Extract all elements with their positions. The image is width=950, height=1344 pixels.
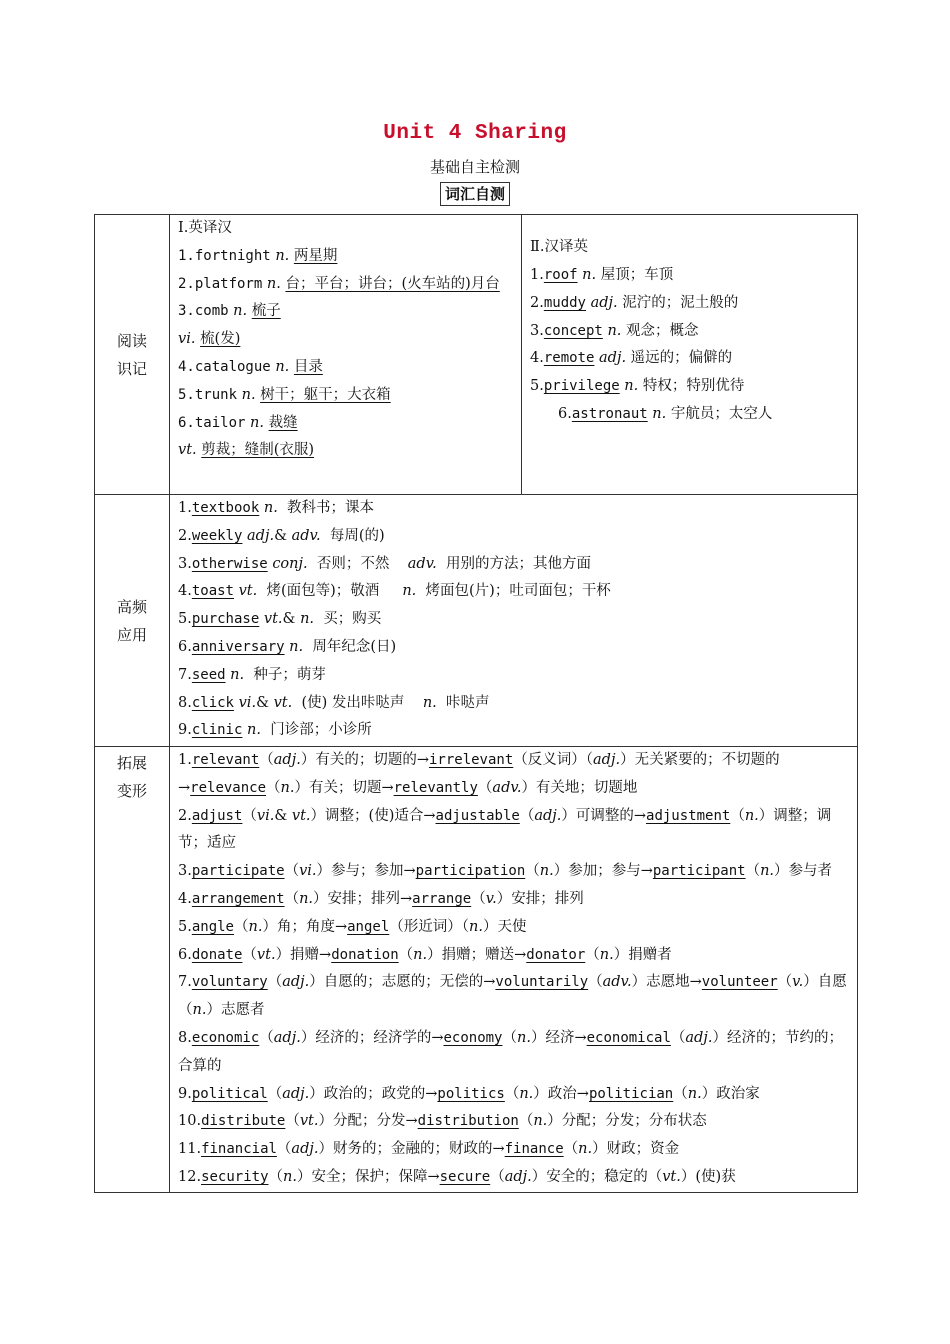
part-of-speech: n.: [192, 1002, 207, 1019]
text-run: （: [519, 807, 535, 824]
section-badge-wrap: [0, 182, 950, 206]
part-of-speech: n.: [413, 946, 428, 963]
answer-word: adjustable: [435, 807, 520, 824]
frequent-cell: [170, 495, 858, 747]
part-of-speech: adj.: [291, 1141, 319, 1158]
part-of-speech: vt.: [238, 583, 258, 600]
text-run: 否则；不然: [307, 555, 408, 572]
part-of-speech: adj.: [594, 350, 627, 367]
item-number: 8.: [178, 1029, 192, 1046]
meaning-text: 观念；概念: [621, 322, 699, 339]
vocab-word: 5.trunk: [178, 386, 238, 403]
meaning-text: 泥泞的；泥土般的: [617, 294, 739, 311]
cn-to-en-cell: [522, 215, 858, 495]
item-number: 10.: [178, 1113, 202, 1130]
answer-word: concept: [543, 322, 603, 339]
text-run: ）角；角度→: [262, 918, 348, 935]
cn-to-en-item: [530, 262, 849, 290]
answer-word: politics: [437, 1085, 505, 1102]
item-number: 1.: [178, 752, 192, 768]
item-number: 7.: [178, 974, 192, 991]
part-of-speech: vt.: [256, 946, 276, 963]
text-run: （: [490, 1168, 505, 1185]
text-run: （: [477, 779, 493, 796]
part-of-speech: n.: [247, 722, 261, 739]
item-number: 9.: [178, 722, 192, 739]
answer-word: toast: [191, 583, 234, 600]
part-of-speech: n.: [517, 1029, 531, 1046]
en-to-cn-item: [178, 437, 513, 465]
answer-word: distribution: [417, 1113, 519, 1130]
extension-item: [178, 1164, 847, 1192]
text-run: （: [518, 1113, 534, 1130]
text-run: &: [274, 807, 292, 824]
text-run: ）政治→: [533, 1085, 589, 1102]
part-of-speech: vi.: [299, 863, 317, 880]
text-run: （: [670, 1029, 686, 1046]
text-run: （: [242, 807, 257, 824]
item-number: 3.: [530, 322, 544, 339]
cn-to-en-item: [530, 345, 849, 373]
answer-word: textbook: [191, 500, 260, 516]
frequent-item: [178, 634, 849, 662]
answer-text: 目录: [293, 358, 323, 375]
category-reading: [95, 215, 170, 495]
answer-word: economy: [443, 1029, 503, 1046]
extension-item: [178, 942, 847, 970]
item-number: 5.: [178, 611, 192, 628]
item-number: 9.: [178, 1085, 192, 1102]
answer-word: weekly: [191, 527, 243, 544]
part-of-speech: adj.: [504, 1168, 532, 1185]
answer-word: volunteer: [701, 974, 778, 991]
part-of-speech: n.: [577, 267, 597, 283]
item-number: 5.: [530, 378, 544, 395]
text-run: ）财务的；金融的；财政的→: [318, 1141, 505, 1158]
extension-cell: [170, 747, 858, 1193]
page-title: Unit 4 Sharing: [383, 122, 567, 145]
text-run: 每周(的): [320, 527, 385, 544]
answer-word: participate: [191, 863, 285, 880]
text-run: ）有关的；切题的→: [300, 752, 429, 768]
item-number: 2.: [178, 807, 192, 824]
text-run: （: [267, 974, 283, 991]
en-to-cn-list: [178, 243, 513, 465]
part-of-speech: adj.: [685, 1029, 713, 1046]
part-of-speech: v.: [792, 974, 804, 991]
answer-word: politician: [588, 1085, 674, 1102]
answer-word: otherwise: [191, 555, 268, 572]
part-of-speech: adj.: [273, 752, 301, 768]
part-of-speech: adv.: [602, 974, 632, 991]
answer-text: 两星期: [293, 247, 338, 264]
extension-item: [178, 1136, 847, 1164]
answer-word: donate: [191, 946, 243, 963]
part-of-speech: n.: [539, 863, 554, 880]
text-run: （: [673, 1085, 688, 1102]
answer-word: arrangement: [191, 890, 285, 907]
part-of-speech: vt.: [263, 611, 283, 628]
text-run: &: [256, 694, 274, 711]
category-label-extension: 拓展 变形: [116, 754, 147, 800]
extension-item: [178, 969, 847, 1025]
text-run: （: [398, 946, 414, 963]
part-of-speech: vt.: [291, 807, 311, 824]
text-run: 门诊部；小诊所: [260, 722, 372, 739]
extension-item: [178, 858, 847, 886]
text-run: ）政治的；政党的→: [309, 1085, 438, 1102]
en-to-cn-header: Ⅰ.英译汉: [178, 220, 232, 236]
part-of-speech: adv.: [407, 555, 437, 572]
answer-word: purchase: [191, 611, 260, 628]
text-run: （: [588, 974, 603, 991]
answer-word: voluntary: [191, 974, 268, 991]
part-of-speech: n.: [270, 247, 290, 264]
frequent-item: [178, 551, 849, 579]
answer-word: relevance: [190, 779, 267, 796]
text-run: 周年纪念(日): [303, 638, 397, 655]
item-number: 6.: [178, 638, 192, 655]
answer-word: arrange: [412, 890, 472, 907]
part-of-speech: adj.: [282, 974, 310, 991]
en-to-cn-item: [178, 243, 513, 271]
text-run: （: [268, 1168, 283, 1185]
text-run: （形近词）（: [389, 918, 470, 935]
item-number: 1.: [178, 500, 192, 516]
text-run: （反义词）（: [513, 752, 594, 768]
text-run: ）自愿（: [178, 974, 847, 1019]
text-run: ）安排；排列: [496, 890, 584, 907]
cn-to-en-list: [530, 262, 849, 429]
part-of-speech: adj.: [593, 752, 621, 768]
text-run: 用别的方法；其他方面: [436, 555, 591, 572]
text-run: 烤(面包等)；敬酒: [257, 583, 403, 600]
part-of-speech: n.: [300, 611, 315, 628]
section-badge: 词汇自测: [440, 182, 510, 206]
text-run: ）经济的；节约的；合算的: [178, 1029, 843, 1074]
extension-item: [178, 1025, 847, 1081]
text-run: ）有关；切题→: [294, 779, 394, 796]
part-of-speech: n.: [237, 386, 256, 403]
text-run: ）参与者: [774, 863, 833, 880]
part-of-speech: vi.: [178, 331, 196, 348]
item-number: 3.: [178, 863, 192, 880]
text-run: ）参与；参加→: [316, 863, 416, 880]
part-of-speech: n.: [263, 500, 278, 516]
answer-word: angel: [347, 918, 390, 935]
answer-word: political: [191, 1085, 268, 1102]
part-of-speech: n.: [230, 666, 245, 683]
part-of-speech: adj.: [247, 527, 275, 544]
table-row-extension: [95, 747, 858, 1193]
text-run: ）捐赠者: [613, 946, 672, 963]
text-run: （: [259, 752, 274, 768]
extension-item: [178, 803, 847, 859]
text-run: （: [284, 863, 300, 880]
part-of-speech: vi.: [256, 807, 275, 824]
text-run: （: [525, 863, 540, 880]
text-run: （: [502, 1029, 517, 1046]
part-of-speech: n.: [262, 275, 281, 292]
part-of-speech: n.: [519, 1085, 534, 1102]
text-run: ）志愿地→: [631, 974, 702, 991]
meaning-text: 特权；特别优待: [638, 378, 745, 395]
en-to-cn-item: [178, 382, 513, 410]
text-run: （: [471, 890, 486, 907]
part-of-speech: n.: [248, 918, 263, 935]
answer-text: 梳(发): [200, 331, 241, 348]
text-run: （: [585, 946, 600, 963]
text-run: （: [563, 1141, 579, 1158]
part-of-speech: vt.: [178, 442, 197, 459]
answer-word: distribute: [201, 1113, 286, 1130]
text-run: （: [777, 974, 793, 991]
vocab-word: 4.catalogue: [178, 358, 271, 375]
text-run: ）捐赠；赠送→: [427, 946, 527, 963]
text-run: ）安全；保护；保障→: [296, 1168, 440, 1185]
part-of-speech: n.: [422, 694, 437, 711]
vocab-word: 2.platform: [178, 275, 263, 292]
part-of-speech: n.: [744, 807, 759, 824]
item-number: 12.: [178, 1168, 202, 1185]
cn-to-en-item: [530, 318, 849, 346]
category-frequent: [95, 495, 170, 747]
answer-word: finance: [504, 1141, 564, 1158]
text-run: ）政治家: [701, 1085, 760, 1102]
answer-word: anniversary: [191, 638, 285, 655]
extension-item: [178, 1081, 847, 1109]
part-of-speech: adj.: [534, 807, 562, 824]
answer-word: participant: [652, 863, 746, 880]
part-of-speech: vt.: [273, 694, 293, 711]
part-of-speech: vt.: [299, 1113, 319, 1130]
text-run: ）有关地；切题地: [521, 779, 638, 796]
part-of-speech: n.: [289, 638, 304, 655]
part-of-speech: n.: [280, 779, 295, 796]
answer-word: muddy: [543, 294, 586, 311]
answer-text: 剪裁；缝制(衣服): [201, 442, 315, 459]
text-run: ）安全的；稳定的（: [531, 1168, 663, 1185]
category-label-reading: 阅读 识记: [116, 331, 147, 378]
answer-word: donation: [331, 946, 399, 963]
text-run: ）捐赠→: [275, 946, 332, 963]
answer-word: security: [201, 1168, 269, 1185]
item-number: 11.: [178, 1141, 202, 1158]
part-of-speech: adj.: [282, 1085, 310, 1102]
meaning-text: 屋顶；车顶: [596, 267, 674, 283]
part-of-speech: n.: [760, 863, 775, 880]
en-to-cn-item: [178, 271, 513, 299]
meaning-text: 遥远的；偏僻的: [626, 350, 733, 367]
answer-word: relevantly: [393, 779, 478, 796]
text-run: ）调整；调节；适应: [178, 807, 832, 852]
cn-to-en-item: [530, 401, 849, 429]
vocab-word: 6.tailor: [178, 414, 246, 431]
text-run: ）可调整的→: [561, 807, 647, 824]
part-of-speech: conj.: [272, 555, 308, 572]
text-run: （: [266, 779, 281, 796]
text-run: (使) 发出咔哒声: [292, 694, 423, 711]
answer-word: astronaut: [571, 405, 648, 422]
text-run: （: [504, 1085, 520, 1102]
item-number: 6.: [558, 405, 572, 422]
vocab-table: [94, 214, 858, 1193]
text-run: &: [282, 611, 301, 628]
text-run: ）经济的；经济学的→: [300, 1029, 444, 1046]
page-subtitle: 基础自主检测: [429, 158, 520, 176]
category-extension: [95, 747, 170, 1193]
frequent-item: [178, 717, 849, 745]
answer-word: financial: [201, 1141, 277, 1158]
answer-word: voluntarily: [495, 974, 589, 991]
part-of-speech: adj.: [273, 1029, 301, 1046]
en-to-cn-item: [178, 298, 513, 326]
part-of-speech: n.: [619, 378, 639, 395]
part-of-speech: n.: [602, 322, 622, 339]
text-run: ）调整；(使)适合→: [310, 807, 436, 824]
answer-word: secure: [439, 1168, 491, 1185]
answer-word: seed: [191, 666, 226, 683]
answer-text: 台；平台；讲台；(火车站的)月台: [285, 275, 500, 292]
text-run: ）安排；排列→: [313, 890, 413, 907]
text-run: ）经济→: [530, 1029, 587, 1046]
extension-item: [178, 747, 847, 803]
item-number: 1.: [530, 267, 544, 283]
part-of-speech: adv.: [291, 527, 321, 544]
frequent-item: [178, 662, 849, 690]
text-run: （: [285, 1113, 300, 1130]
en-to-cn-item: [178, 354, 513, 382]
part-of-speech: v.: [485, 890, 497, 907]
answer-word: privilege: [543, 378, 620, 395]
text-run: ）参加；参与→: [553, 863, 653, 880]
item-number: 7.: [178, 666, 192, 683]
frequent-item: [178, 578, 849, 606]
en-to-cn-item: [178, 326, 513, 354]
answer-word: clinic: [191, 722, 243, 739]
text-run: ）自愿的；志愿的；无偿的→: [309, 974, 496, 991]
part-of-speech: n.: [687, 1085, 702, 1102]
extension-item: [178, 914, 847, 942]
text-run: ）分配；分发；分布状态: [547, 1113, 707, 1130]
part-of-speech: n.: [469, 918, 483, 935]
extension-list: [178, 747, 847, 1192]
en-to-cn-item: [178, 410, 513, 438]
item-number: 2.: [530, 294, 544, 311]
answer-word: participation: [415, 863, 526, 880]
text-run: &: [274, 527, 292, 544]
vocab-word: 1.fortnight: [178, 247, 271, 264]
part-of-speech: n.: [578, 1141, 593, 1158]
answer-word: adjustment: [646, 807, 731, 824]
part-of-speech: n.: [270, 358, 290, 375]
frequent-item: [178, 495, 849, 523]
part-of-speech: vi.: [238, 694, 257, 711]
item-number: 5.: [178, 918, 192, 935]
part-of-speech: adv.: [492, 779, 522, 796]
answer-word: angle: [191, 918, 234, 935]
answer-word: adjust: [191, 807, 243, 824]
answer-text: 梳子: [251, 303, 281, 320]
answer-word: remote: [543, 350, 595, 367]
cn-to-en-item: [530, 373, 849, 401]
en-to-cn-cell: [170, 215, 522, 495]
text-run: （: [745, 863, 761, 880]
part-of-speech: n.: [283, 1168, 297, 1185]
category-label-frequent: 高频 应用: [116, 597, 147, 644]
text-run: （: [730, 807, 745, 824]
text-run: （: [259, 1029, 274, 1046]
text-run: （: [284, 890, 300, 907]
extension-item: [178, 1108, 847, 1136]
answer-word: relevant: [191, 752, 260, 768]
frequent-item: [178, 606, 849, 634]
text-run: 咔哒声: [436, 694, 490, 711]
vocab-word: 3.comb: [178, 303, 229, 320]
item-number: 8.: [178, 694, 192, 711]
text-run: ）分配；分发→: [318, 1113, 418, 1130]
meaning-text: 宇航员；太空人: [666, 405, 773, 422]
text-run: ）(使)获: [680, 1168, 736, 1185]
text-run: 教科书；课本: [277, 500, 375, 516]
answer-word: irrelevant: [428, 752, 514, 768]
part-of-speech: adj.: [586, 294, 618, 311]
text-run: ）志愿者: [206, 1002, 265, 1019]
frequent-item: [178, 690, 849, 718]
part-of-speech: n.: [245, 414, 264, 431]
text-run: 烤面包(片)；吐司面包；干杯: [416, 583, 611, 600]
answer-word: click: [191, 694, 234, 711]
frequent-item: [178, 523, 849, 551]
answer-word: donator: [526, 946, 586, 963]
cn-to-en-item: [530, 290, 849, 318]
item-number: 6.: [178, 946, 192, 963]
text-run: （: [276, 1141, 292, 1158]
answer-word: roof: [543, 267, 578, 283]
answer-word: economic: [191, 1029, 260, 1046]
part-of-speech: n.: [533, 1113, 548, 1130]
text-run: ）无关紧要的；不切题的→: [178, 752, 780, 796]
part-of-speech: n.: [228, 303, 248, 320]
item-number: 4.: [178, 890, 192, 907]
extension-item: [178, 886, 847, 914]
part-of-speech: n.: [599, 946, 614, 963]
part-of-speech: n.: [402, 583, 417, 600]
item-number: 2.: [178, 527, 192, 544]
item-number: 4.: [530, 350, 544, 367]
part-of-speech: n.: [299, 890, 314, 907]
item-number: 4.: [178, 583, 192, 600]
text-run: （: [234, 918, 249, 935]
item-number: 3.: [178, 555, 192, 572]
part-of-speech: n.: [647, 405, 667, 422]
text-run: ）天使: [482, 918, 527, 935]
text-run: （: [267, 1085, 283, 1102]
text-run: （: [242, 946, 257, 963]
text-run: 买；购买: [314, 611, 382, 628]
table-row-reading: [95, 215, 858, 495]
table-row-frequent: [95, 495, 858, 747]
part-of-speech: vt.: [662, 1168, 681, 1185]
text-run: 种子；萌芽: [244, 666, 326, 683]
answer-text: 树干；躯干；大衣箱: [260, 386, 391, 403]
cn-to-en-header: Ⅱ.汉译英: [530, 239, 588, 256]
answer-text: 裁缝: [268, 414, 298, 431]
frequent-list: [178, 495, 849, 745]
answer-word: economical: [586, 1029, 671, 1046]
text-run: ）财政；资金: [592, 1141, 680, 1158]
